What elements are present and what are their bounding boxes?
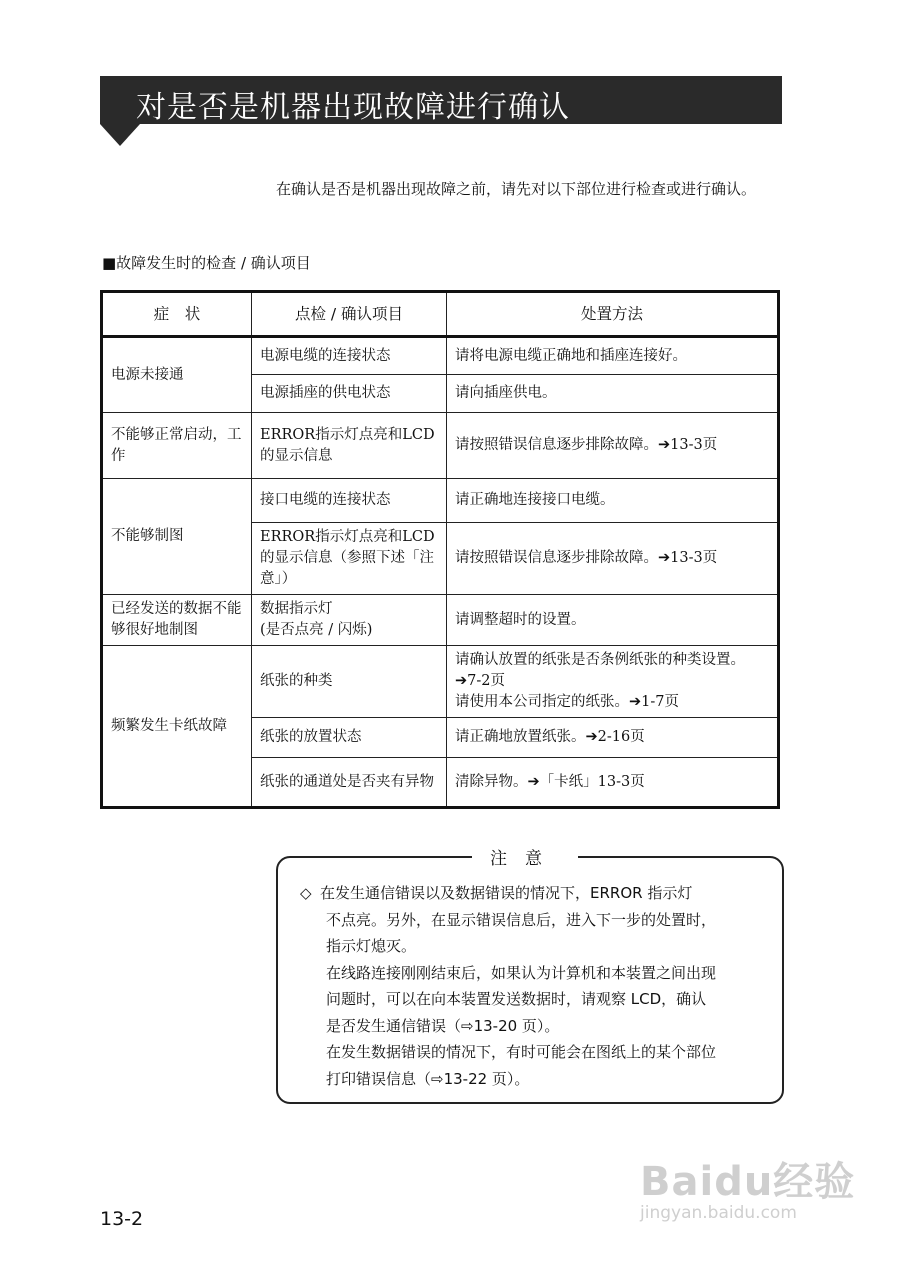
page-ref: 7-2页 [467,673,506,689]
header-action: 处置方法 [447,292,779,337]
caution-line: 在线路连接刚刚结束后，如果认为计算机和本装置之间出现 [326,963,717,982]
caution-line: 不点亮。另外，在显示错误信息后，进入下一步的处置时， [326,910,717,929]
page-ref: 1-7页 [641,694,680,710]
caution-line: ◇ 在发生通信错误以及数据错误的情况下，ERROR 指示灯 [300,880,780,907]
arrow-right-icon: ➔ [455,673,468,689]
symptom-cell: 电源未接通 [102,337,252,413]
caution-title: 注意 [472,844,578,869]
caution-line: 问题时，可以在向本装置发送数据时，请观察 LCD，确认 [326,990,707,1008]
table-row [102,413,779,479]
action-cell [447,758,779,808]
title-bar [100,76,782,124]
caution-line: 在发生数据错误的情况下，有时可能会在图纸上的某个部位 [326,1043,717,1061]
check-cell: 电源插座的供电状态 [252,375,447,413]
action-cell: 请将电源电缆正确地和插座连接好。 [447,337,779,375]
action-cell: 请正确地连接接口电缆。 [447,479,779,523]
action-cell [447,646,779,718]
arrow-right-icon: ➔ [527,773,540,790]
watermark-brand: Baidu经验 [640,1159,856,1205]
check-cell: 电源电缆的连接状态 [252,337,447,375]
header-symptom: 症 状 [102,292,252,337]
table-row [102,337,779,375]
title-bar-tab [100,124,140,146]
check-cell: ERROR指示灯点亮和LCD的显示信息 [252,413,447,479]
page-ref: 13-3页 [597,773,645,790]
symptom-cell: 不能够制图 [102,479,252,595]
action-text: 清除异物。 [455,773,528,790]
check-text: 数据指示灯 (是否点亮 / 闪烁) [260,601,373,638]
arrow-right-icon: ➔ [585,729,598,745]
page-ref: 13-3页 [670,550,718,566]
action-cell [447,718,779,758]
action-cell [447,413,779,479]
caution-line: 是否发生通信错误（⇨13-20 页）。 [326,1016,560,1035]
table-row [102,479,779,523]
check-cell [252,595,447,646]
page-ref: 「卡纸」 [539,773,598,790]
arrow-right-icon: ➔ [658,437,671,453]
action-cell [447,523,779,595]
caution-line: 指示灯熄灭。 [326,937,417,955]
arrow-right-icon: ➔ [658,550,671,566]
action-cell: 请向插座供电。 [447,375,779,413]
action-text: 请按照错误信息逐步排除故障。 [455,437,658,453]
intro-paragraph: 在确认是否是机器出现故障之前，请先对以下部位进行检查或进行确认。 [276,180,757,198]
page-ref: 2-16页 [597,729,645,745]
watermark [640,1150,855,1223]
fault-check-table [100,290,780,809]
check-cell: 纸张的放置状态 [252,718,447,758]
page-ref: 13-3页 [670,437,718,453]
diamond-bullet-icon: ◇ [300,884,312,902]
page-title: 对是否是机器出现故障进行确认 [136,90,570,125]
table-subheading: ■故障发生时的检查 / 确认项目 [102,254,311,272]
symptom-cell: 频繁发生卡纸故障 [102,646,252,808]
header-check-item: 点检 / 确认项目 [252,292,447,337]
table-row [102,646,779,718]
action-text: 请使用本公司指定的纸张。 [455,694,629,710]
caution-line: 打印错误信息（⇨13-22 页）。 [326,1069,530,1088]
table-header-row [102,292,779,337]
arrow-right-icon: ➔ [629,694,642,710]
check-cell: 纸张的种类 [252,646,447,718]
action-text: 请确认放置的纸张是否条例纸张的种类设置。 [455,652,745,668]
caution-body [300,880,780,1092]
action-cell: 请调整超时的设置。 [447,595,779,646]
action-text: 请按照错误信息逐步排除故障。 [455,550,658,566]
symptom-cell: 已经发送的数据不能够很好地制图 [102,595,252,646]
action-text: 请正确地放置纸张。 [455,729,586,745]
page-number: 13-2 [100,1208,144,1230]
check-cell: 纸张的通道处是否夹有异物 [252,758,447,808]
symptom-cell: 不能够正常启动，工作 [102,413,252,479]
table-row [102,595,779,646]
check-cell: ERROR指示灯点亮和LCD的显示信息（参照下述「注意」） [252,523,447,595]
watermark-url: jingyan.baidu.com [640,1203,797,1223]
check-cell: 接口电缆的连接状态 [252,479,447,523]
